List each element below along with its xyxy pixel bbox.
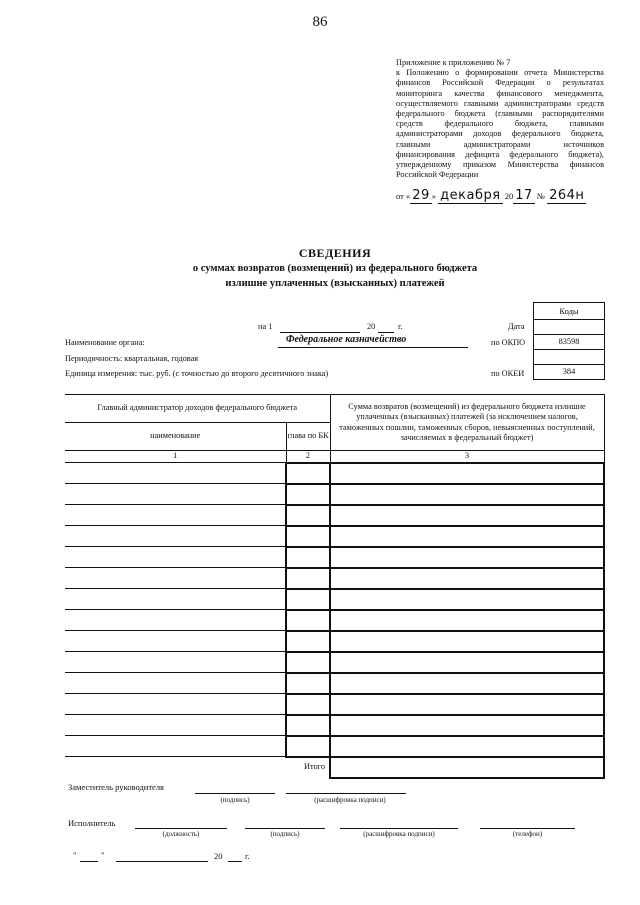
document-title: СВЕДЕНИЯ [298, 246, 372, 260]
date-close-quote: " [101, 850, 105, 860]
appendix-reference [396, 58, 604, 180]
appendix-line: Приложение к приложению № 7 [396, 58, 511, 67]
sign-month-field[interactable] [116, 861, 208, 862]
appendix-line: федерального бюджета (главными распорядителями [396, 109, 604, 119]
order-year-prefix: 20 [504, 191, 514, 201]
sign-day-field[interactable] [80, 861, 98, 862]
order-number-label: № [536, 191, 545, 201]
appendix-line: администраторами доходов федерального бюджета, [396, 129, 604, 139]
okpo-code: 83598 [534, 334, 604, 350]
date-open-quote: " [73, 850, 77, 860]
column-number-1: 1 [65, 451, 286, 463]
okpo-label: по ОКПО [491, 338, 526, 347]
sign-year-suffix: г. [245, 851, 250, 861]
org-value: Федеральное казначейство [286, 334, 407, 345]
document-subtitle-2: излишне уплаченных (взысканных) платежей [225, 278, 445, 289]
sum-column-header: Сумма возвратов (возмещений) из федерального бюджета излишне уплаченных (взысканных) платежей (за исключением налогов, таможенных пошлин, таможенных сборов, невыясненных поступлений, зачисляемых в федеральный бюджет) [330, 395, 604, 451]
order-day: 29 [412, 188, 430, 203]
table-row [65, 694, 604, 715]
table-row [65, 715, 604, 736]
as-of-prefix: на 1 [258, 322, 273, 331]
column-number-3: 3 [330, 451, 604, 463]
appendix-line: главными администраторами источников [396, 139, 604, 149]
periodicity: Периодичность: квартальная, годовая [65, 354, 199, 363]
deputy-signature-field[interactable] [195, 793, 275, 794]
appendix-line: финансирования дефицита федерального бюджета), [396, 149, 604, 159]
executor-label: Исполнитель [68, 818, 116, 828]
table-row [65, 736, 604, 757]
appendix-line: к Положению о формировании отчета Министерства [396, 68, 604, 78]
group-header: Главный администратор доходов федерального бюджета [65, 395, 330, 423]
table-row [65, 526, 604, 547]
as-of-date-field[interactable] [280, 332, 360, 333]
order-number: 264н [549, 188, 585, 203]
as-of-year-field[interactable] [378, 332, 394, 333]
deputy-signature-caption: (подпись) [220, 796, 250, 804]
deputy-label: Заместитель руководителя [68, 782, 164, 792]
table-row [65, 463, 604, 484]
page-number: 86 [312, 14, 328, 30]
appendix-line: финансов Российской Федерации о результатах [396, 78, 604, 88]
executor-phone-caption: (телефон) [512, 830, 543, 838]
date-prefix: от « [396, 191, 411, 201]
empty-code-cell[interactable] [534, 349, 604, 365]
date-label: Дата [508, 322, 525, 331]
appendix-line: утвержденному приказом Министерства финансов [396, 160, 604, 170]
date-code-cell[interactable] [534, 319, 604, 335]
appendix-line: средств федерального бюджета, главными [396, 119, 604, 129]
appendix-line: мониторинга качества финансового менеджмента, [396, 88, 604, 98]
order-month: декабря [440, 188, 501, 203]
org-underline [278, 347, 468, 348]
deputy-decode-caption: (расшифровка подписи) [314, 796, 386, 804]
total-row [65, 757, 604, 778]
table-row [65, 589, 604, 610]
executor-position-caption: (должность) [162, 830, 200, 838]
table-row [65, 484, 604, 505]
as-of-suffix: г. [398, 322, 403, 331]
refunds-table [65, 394, 605, 779]
table-row [65, 610, 604, 631]
order-date-line: от « 29 » декабря 20 17 № 264н [396, 188, 585, 203]
executor-decode-field[interactable] [340, 828, 458, 829]
order-year: 17 [515, 188, 533, 203]
sign-year-prefix: 20 [214, 851, 223, 861]
executor-signature-caption: (подпись) [270, 830, 300, 838]
table-row [65, 631, 604, 652]
okei-label: по ОКЕИ [491, 369, 525, 378]
chapter-column-header: глава по БК [286, 423, 330, 451]
executor-position-field[interactable] [135, 828, 227, 829]
appendix-line: осуществляемого главными администраторами средств [396, 98, 604, 108]
name-column-header: наименование [65, 423, 286, 451]
executor-phone-field[interactable] [480, 828, 575, 829]
total-value-cell[interactable] [330, 757, 604, 778]
as-of-year: 20 [367, 322, 376, 331]
executor-decode-caption: (расшифровка подписи) [363, 830, 435, 838]
table-row [65, 673, 604, 694]
document-subtitle: о суммах возвратов (возмещений) из федерального бюджета [192, 263, 478, 274]
deputy-decode-field[interactable] [286, 793, 406, 794]
codes-box [533, 302, 605, 380]
table-row [65, 505, 604, 526]
units: Единица измерения: тыс. руб. (с точностью до второго десятичного знака) [65, 369, 329, 378]
column-number-2: 2 [286, 451, 330, 463]
sign-year-field[interactable] [228, 861, 242, 862]
table-row [65, 652, 604, 673]
executor-signature-field[interactable] [245, 828, 325, 829]
org-label: Наименование органа: [65, 338, 145, 347]
appendix-line: Российской Федерации [396, 170, 479, 180]
table-row [65, 547, 604, 568]
codes-label: Коды [534, 303, 604, 320]
okei-code: 384 [562, 367, 576, 376]
table-row [65, 568, 604, 589]
total-label: Итого [303, 762, 325, 772]
